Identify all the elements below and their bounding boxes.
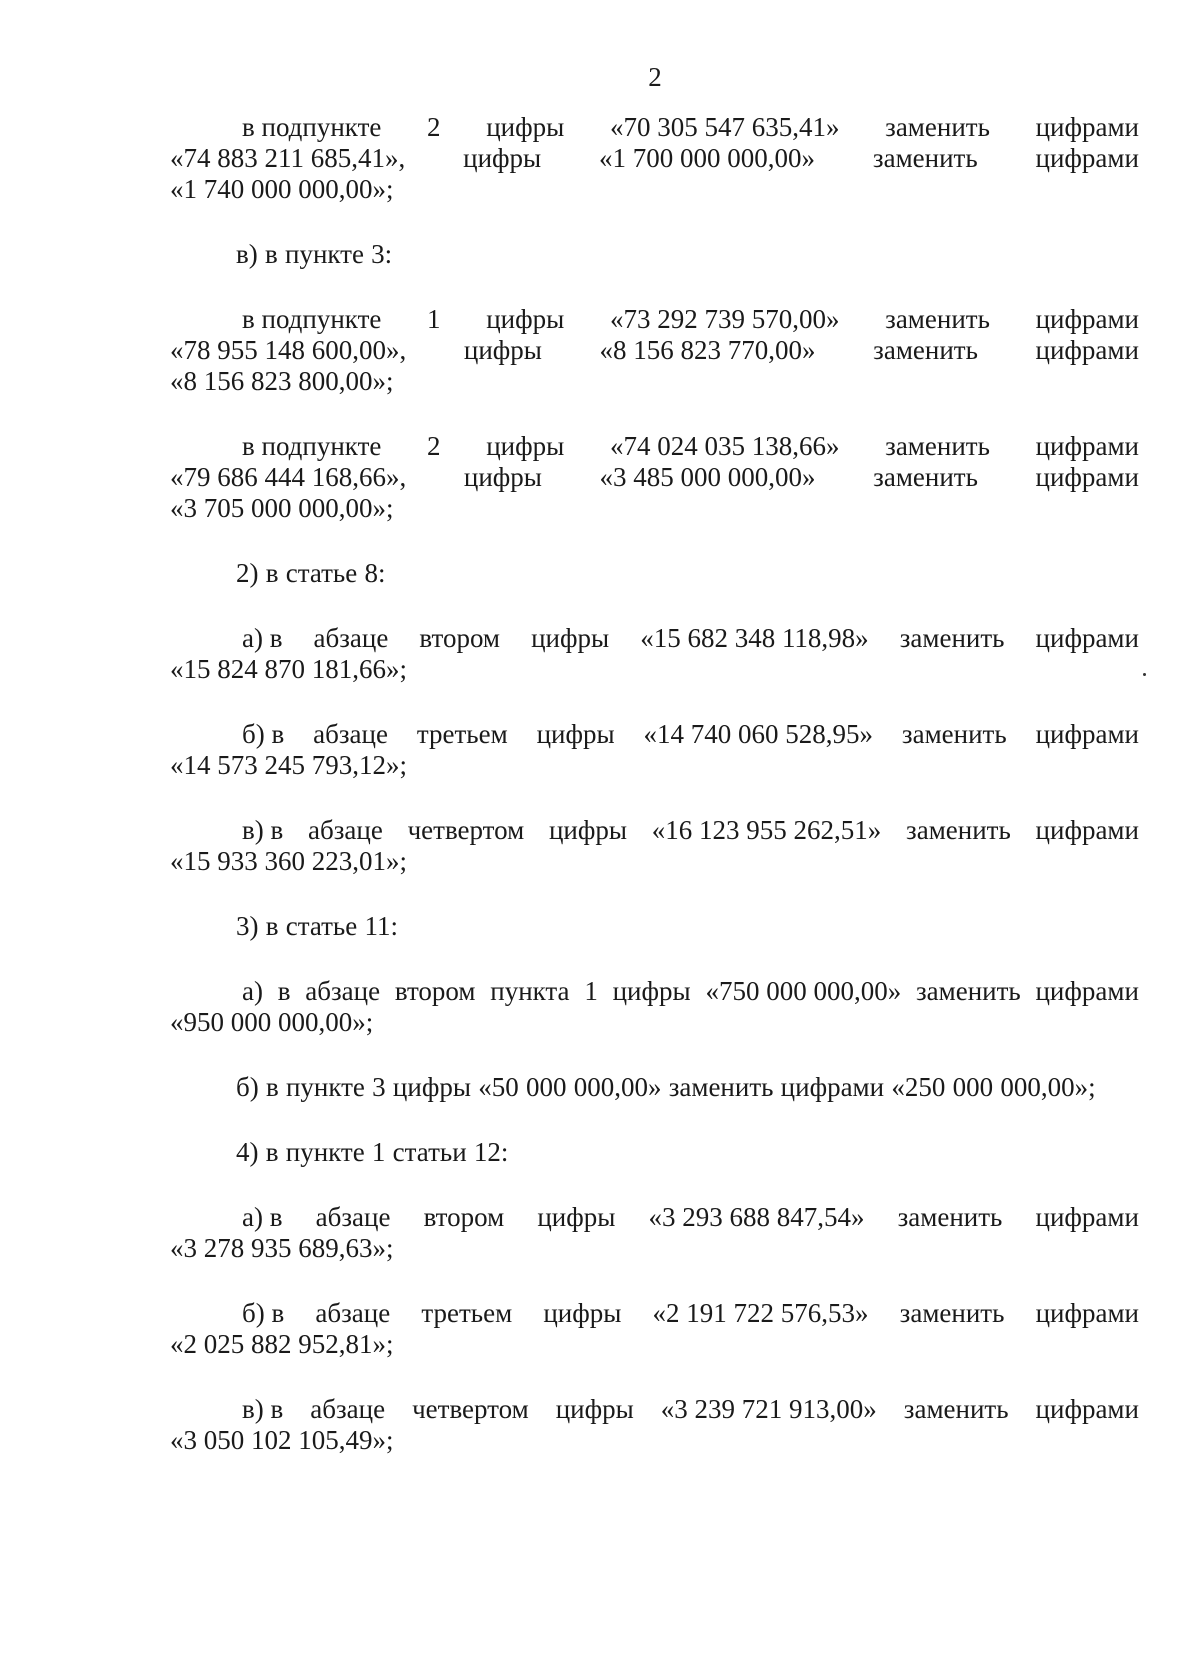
page-number: 2 (648, 62, 662, 92)
last-line: «14 573 245 793,12»; (170, 750, 408, 780)
word: «3 485 000 000,00» (599, 462, 816, 492)
word: цифры (548, 815, 628, 845)
word: цифры (543, 1298, 622, 1328)
word: в) в (242, 1394, 284, 1424)
word: «3 239 721 913,00» (660, 1394, 877, 1424)
word: третьем (416, 719, 508, 749)
last-line: «3 050 102 105,49»; (170, 1425, 394, 1455)
word: цифры (531, 623, 610, 653)
word: абзаце (313, 719, 388, 749)
word: абзаце (308, 815, 383, 845)
paragraph-article-11-a (170, 976, 1139, 1038)
word: цифрами (1035, 143, 1139, 173)
paragraph-article-12-b (170, 1298, 1139, 1360)
word: б) в (242, 1298, 285, 1328)
word: четвертом (407, 815, 525, 845)
word: цифрами (1035, 304, 1139, 334)
word: абзаце (305, 976, 381, 1006)
word: б) в (242, 719, 285, 749)
justified-line (170, 1394, 1139, 1425)
word: 2 (427, 112, 441, 142)
word: заменить (899, 623, 1005, 653)
last-line: «1 740 000 000,00»; (170, 174, 394, 204)
word: заменить (873, 462, 978, 492)
word: третьем (421, 1298, 513, 1328)
word: заменить (885, 431, 990, 461)
last-line: «15 933 360 223,01»; (170, 846, 408, 876)
word: абзаце (315, 1298, 391, 1328)
word: цифрами (1035, 815, 1139, 845)
word: заменить (901, 719, 1007, 749)
word: «15 682 348 118,98» (640, 623, 869, 653)
word: в (277, 976, 291, 1006)
paragraph-article-12-heading: 4) в пункте 1 статьи 12: (236, 1137, 509, 1167)
last-line: «15 824 870 181,66»; (170, 654, 408, 684)
paragraph-article-8-a (170, 623, 1139, 685)
paragraph-article-12-v (170, 1394, 1139, 1456)
word: цифрами (1035, 112, 1139, 142)
word: пункта (490, 976, 570, 1006)
justified-line (170, 143, 1139, 174)
word: цифры (537, 1202, 616, 1232)
word: втором (423, 1202, 505, 1232)
word: заменить (885, 112, 990, 142)
word: абзаце (315, 1202, 391, 1232)
justified-line (170, 976, 1139, 1007)
justified-line (170, 623, 1139, 654)
word: «70 305 547 635,41» (609, 112, 840, 142)
word: «14 740 060 528,95» (643, 719, 874, 749)
justified-line (170, 431, 1139, 462)
word: «3 293 688 847,54» (648, 1202, 865, 1232)
word: заменить (915, 976, 1021, 1006)
word: «78 955 148 600,00», (170, 335, 407, 365)
word: заменить (899, 1298, 1005, 1328)
last-line: «8 156 823 800,00»; (170, 366, 394, 396)
word: цифры (463, 335, 542, 365)
word: в подпункте (242, 304, 382, 334)
word: заменить (872, 143, 978, 173)
word: заменить (906, 815, 1011, 845)
word: цифрами (1035, 1298, 1139, 1328)
paragraph-article-11-heading: 3) в статье 11: (236, 911, 398, 941)
word: «750 000 000,00» (705, 976, 902, 1006)
last-line: «950 000 000,00»; (170, 1007, 374, 1037)
word: в подпункте (242, 112, 382, 142)
paragraph-clause-v-point-3: в) в пункте 3: (236, 239, 393, 269)
word: заменить (903, 1394, 1009, 1424)
paragraph-article-11-b: б) в пункте 3 цифры «50 000 000,00» заменить цифрами «250 000 000,00»; (236, 1072, 1096, 1102)
word: цифрами (1035, 335, 1139, 365)
word: цифрами (1035, 462, 1139, 492)
word: абзаце (313, 623, 389, 653)
word: а) в (242, 1202, 283, 1232)
paragraph-article-8-v (170, 815, 1139, 877)
word: цифрами (1035, 1394, 1139, 1424)
word: цифры (486, 431, 565, 461)
word: 2 (427, 431, 441, 461)
word: цифры (486, 112, 565, 142)
word: «2 191 722 576,53» (652, 1298, 869, 1328)
word: цифрами (1035, 623, 1139, 653)
last-line: «3 705 000 000,00»; (170, 493, 394, 523)
word: «73 292 739 570,00» (609, 304, 840, 334)
paragraph-article-8-b (170, 719, 1139, 781)
paragraph-subclause-2-first (170, 112, 1139, 205)
word: втором (419, 623, 501, 653)
scan-speck (1143, 673, 1146, 676)
justified-line (170, 719, 1139, 750)
word: а) (242, 976, 263, 1006)
word: «1 700 000 000,00» (599, 143, 816, 173)
word: цифрами (1035, 1202, 1139, 1232)
word: заменить (897, 1202, 1003, 1232)
word: «16 123 955 262,51» (651, 815, 882, 845)
word: в подпункте (242, 431, 382, 461)
word: цифры (463, 143, 542, 173)
word: цифры (463, 462, 542, 492)
word: в) в (242, 815, 284, 845)
word: цифрами (1035, 976, 1139, 1006)
word: четвертом (412, 1394, 529, 1424)
justified-line (170, 112, 1139, 143)
word: цифрами (1035, 431, 1139, 461)
word: 1 (584, 976, 598, 1006)
justified-line (170, 462, 1139, 493)
word: цифры (612, 976, 691, 1006)
word: 1 (427, 304, 441, 334)
word: цифры (536, 719, 615, 749)
justified-line (170, 815, 1139, 846)
paragraph-subclause-2-second (170, 431, 1139, 524)
document-body (170, 112, 1139, 1456)
word: абзаце (310, 1394, 386, 1424)
word: а) в (242, 623, 283, 653)
justified-line (170, 1298, 1139, 1329)
last-line: «2 025 882 952,81»; (170, 1329, 394, 1359)
justified-line (170, 304, 1139, 335)
word: «8 156 823 770,00» (599, 335, 816, 365)
paragraph-subclause-1 (170, 304, 1139, 397)
word: цифрами (1035, 719, 1139, 749)
word: цифры (555, 1394, 634, 1424)
word: «74 024 035 138,66» (609, 431, 840, 461)
word: цифры (486, 304, 565, 334)
paragraph-article-12-a (170, 1202, 1139, 1264)
word: заменить (873, 335, 978, 365)
word: «79 686 444 168,66», (170, 462, 407, 492)
paragraph-article-8-heading: 2) в статье 8: (236, 558, 386, 588)
last-line: «3 278 935 689,63»; (170, 1233, 394, 1263)
justified-line (170, 1202, 1139, 1233)
word: «74 883 211 685,41», (170, 143, 406, 173)
justified-line (170, 335, 1139, 366)
word: втором (394, 976, 476, 1006)
word: заменить (885, 304, 990, 334)
